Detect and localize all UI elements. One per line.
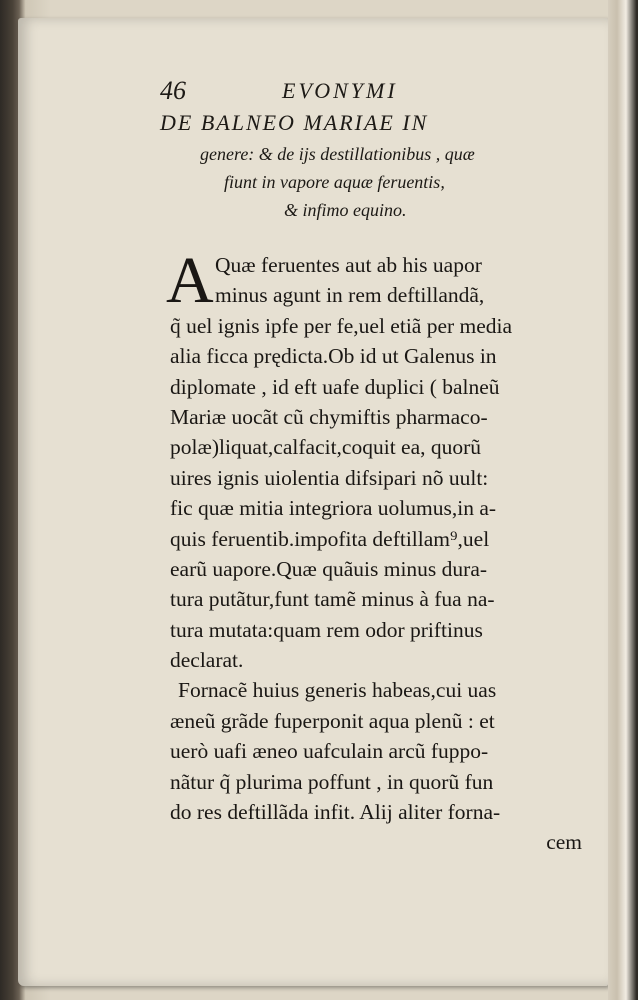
text-line: do res deftillãda infit. Alij aliter forna-: [170, 800, 501, 825]
text-line: Quæ feruentes aut ab his uapor: [215, 253, 482, 277]
text-line: nãtur q̃ plurima poffunt , in quorũ fun: [170, 769, 494, 794]
text-line: polæ)liquat,calfacit,coquit ea, quorũ: [170, 435, 482, 460]
text-line: declarat.: [170, 648, 244, 673]
text-line: Mariæ uocãt cũ chymiftis pharmaco-: [170, 404, 488, 429]
running-title: EVONYMI: [282, 78, 398, 103]
body-text: [166, 244, 582, 858]
page-number: 46: [160, 76, 186, 105]
text-line: æneũ grãde fuperponit aqua plenũ : et: [170, 708, 495, 733]
chapter-title-line-3: fiunt in vapore aquæ feruentis,: [224, 172, 445, 192]
page-edge: [608, 0, 638, 1000]
text-line: quis feruentib.impofita deftillam⁹,uel: [170, 526, 490, 551]
text-line: diplomate , id eft uafe duplici ( balneũ: [170, 374, 500, 399]
chapter-title-line-4: & infimo equino.: [284, 200, 407, 220]
text-line: Fornacẽ huius generis habeas,cui uas: [178, 678, 497, 703]
chapter-title-line-2: genere: & de ijs destillationibus , quæ: [200, 144, 475, 164]
drop-cap: A: [166, 244, 214, 317]
text-line: minus agunt in rem deftillandã,: [215, 283, 485, 308]
text-line: uerò uafi æneo uafculain arcũ fuppo-: [170, 739, 489, 764]
text-line: earũ uapore.Quæ quãuis minus dura-: [170, 556, 488, 581]
text-line: uires ignis uiolentia difsipari nõ uult:: [170, 465, 489, 490]
chapter-title-line-1: DE BALNEO MARIAE IN: [160, 110, 429, 135]
text-line: tura putãtur,funt tamẽ minus à fua na-: [170, 587, 495, 612]
text-line: tura mutata:quam rem odor priftinus: [170, 617, 483, 642]
text-line: fic quæ mitia integriora uolumus,in a-: [170, 496, 497, 521]
text-line: alia ficca prędicta.Ob id ut Galenus in: [170, 344, 497, 369]
catchword: cem: [546, 830, 582, 855]
text-line: q̃ uel ignis ipfe per fe,uel etiã per media: [170, 313, 513, 338]
